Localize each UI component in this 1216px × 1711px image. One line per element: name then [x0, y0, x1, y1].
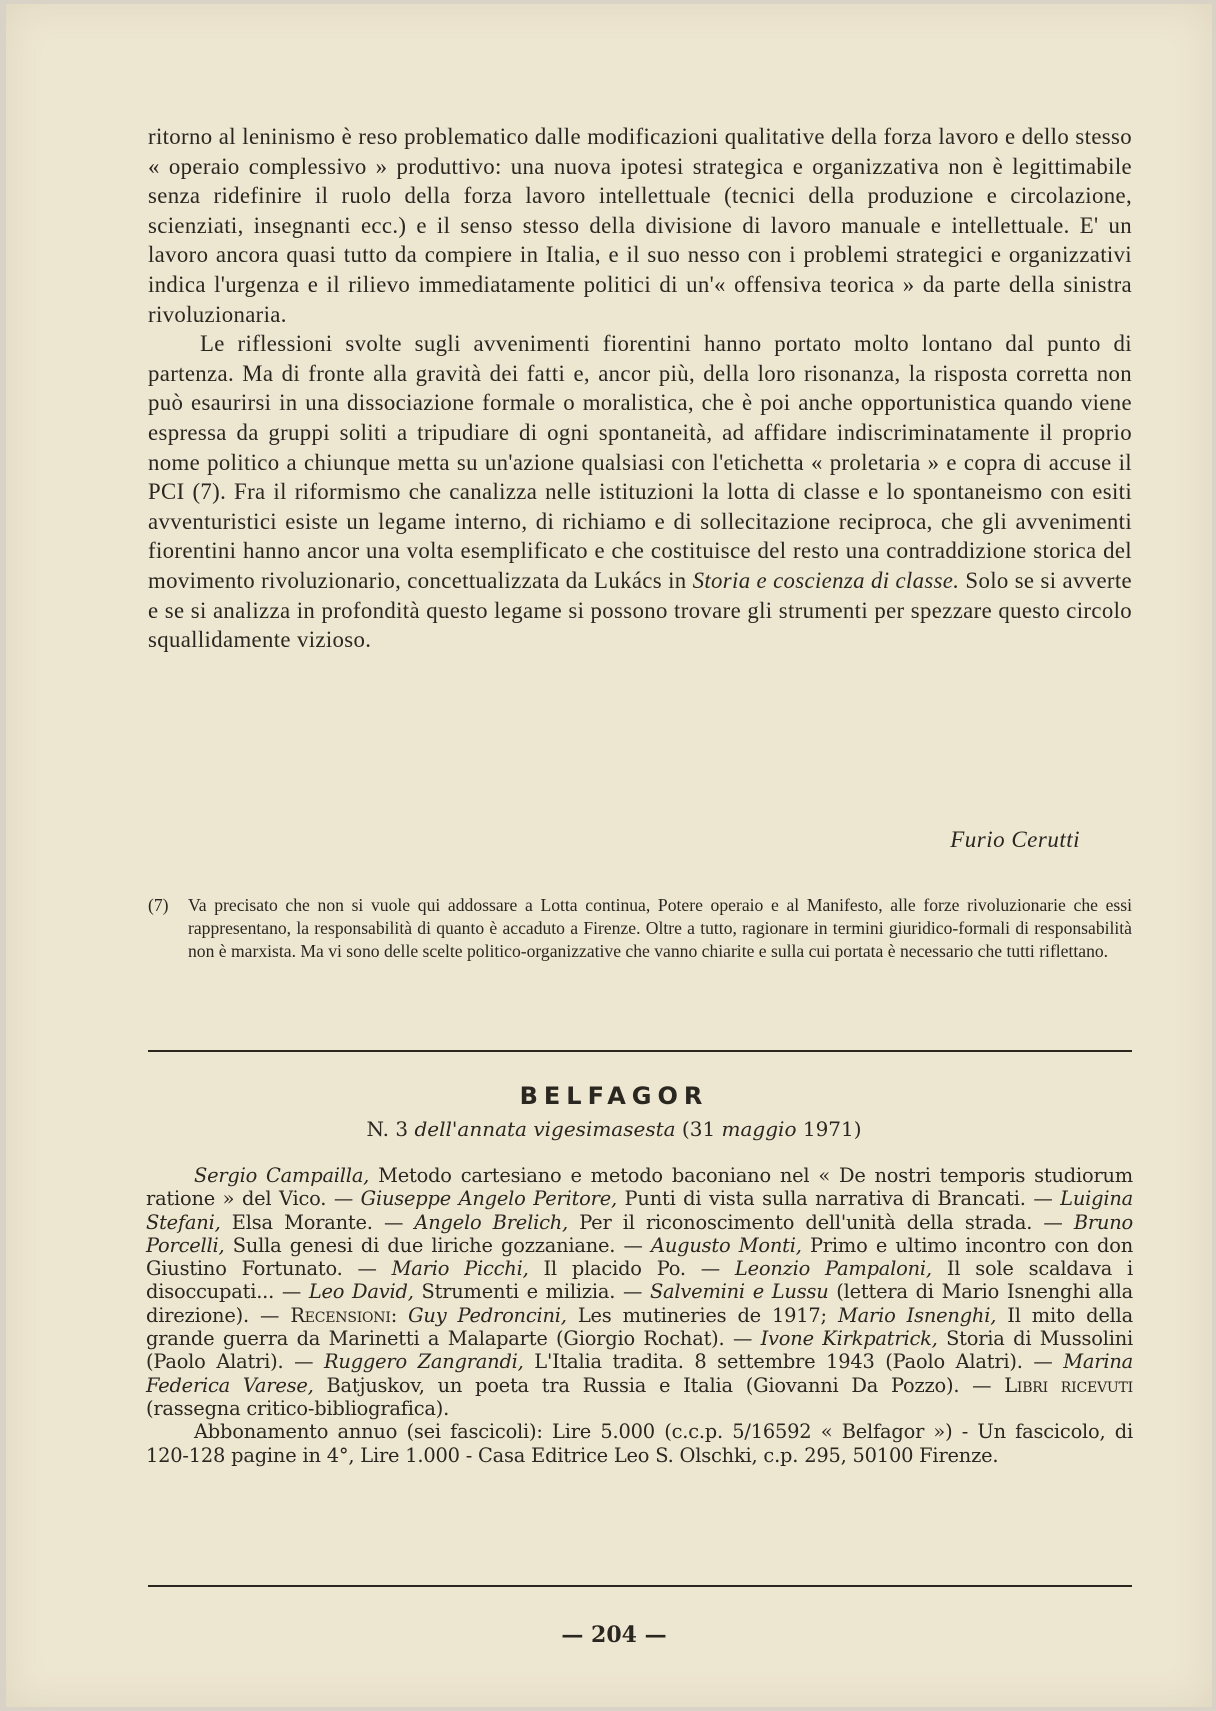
review-author: Marina Federica Varese,	[146, 1350, 1134, 1397]
review-author: Ivone Kirkpatrick,	[760, 1327, 938, 1351]
essay-paragraph-1: ritorno al leninismo è reso problematico dalle modificazioni qualitative della forza lavoro e dello stesso « operaio complessivo » produttivo: una nuova ipotesi strategica e organizzativa non è legittimabile senza ridefinire il ruolo della forza lavoro intellettuale (tecnici della produzione e circolazione, scienziati, insegnanti ecc.) e il senso stesso della divisione di lavoro manuale e intellettuale. E' un lavoro ancora quasi tutto da compiere in Italia, e il suo nesso con i problemi strategici e organizzativi indica l'urgenza e il rilievo immediatamente politici di un'« offensiva teorica » da parte della sinistra rivoluzionaria.	[148, 124, 1132, 327]
review-title: Il mito della grande guerra da Marinetti a Malaparte (Giorgio Rochat). —	[146, 1303, 1133, 1351]
toc-title: Elsa Morante. —	[220, 1210, 415, 1234]
review-title: Storia di Mussolini (Paolo Alatri). —	[146, 1327, 1133, 1374]
toc-author: Giuseppe Angelo Peritore,	[360, 1187, 617, 1211]
libri-ricevuti-note: (rassegna critico-bibliografica).	[146, 1396, 450, 1420]
review-title: Les mutineries de 1917;	[566, 1303, 838, 1327]
essay-paragraph-2-text: Le riflessioni svolte sugli avvenimenti fiorentini hanno portato molto lontano dal punto di partenza. Ma di fronte alla gravità dei fatti e, ancor più, della loro risonanza, la risposta corretta non può esaurirsi in una dissociazione formale o moralistica, che è poi anche opportunistica quando viene espressa da gruppi soliti a tripudiare di ogni spontaneità, ad affidare indiscriminatamente il proprio nome politico a chiunque metta su un'azione qualsiasi con l'etichetta « proletaria » e copra di accuse il PCI (7). Fra il riformismo che canalizza nelle istituzioni la lotta di classe e lo spontaneismo con esiti avventuristici esiste un legame interno, di richiamo e di sollecitazione reciproca, che gli avvenimenti fiorentini hanno ancor una volta esemplificato e che costituisce del resto una contraddizione storica del movimento rivoluzionario, concettualizzata da Lukács in	[148, 331, 1132, 593]
book-title: Storia e coscienza di classe.	[692, 567, 960, 593]
belfagor-subscription: Abbonamento annuo (sei fascicoli): Lire 5.000 (c.c.p. 5/16592 « Belfagor ») - Un fascicolo, di 120-128 pagine in 4°, Lire 1.000 - Casa Editrice Leo S. Olschki, c.p. 295, 50100 Firenze.	[146, 1420, 1133, 1467]
essay-paragraph-2	[148, 329, 1132, 655]
belfagor-title: BELFAGOR	[519, 1082, 709, 1110]
toc-title: (lettera di Mario Isnenghi alla direzione). —	[146, 1280, 1133, 1327]
author-signature: Furio Cerutti	[950, 827, 1080, 852]
issue-date-open: (31	[681, 1117, 716, 1141]
issue-year-label: dell'annata vigesimasesta	[414, 1117, 676, 1141]
recensioni-label: Recensioni:	[290, 1303, 398, 1327]
divider-rule-bottom	[148, 1585, 1132, 1587]
belfagor-contents	[146, 1164, 1133, 1467]
belfagor-table-of-contents	[146, 1164, 1133, 1420]
footnote	[148, 894, 1132, 963]
toc-title: Il placido Po. —	[528, 1257, 735, 1281]
review-author: Mario Isnenghi,	[837, 1303, 997, 1327]
essay-paragraph-2-end: Solo se si avverte e se si analizza in profondità questo legame si possono trovare gli strumenti per spezzare questo circolo squallidamente vizioso.	[148, 567, 1133, 653]
review-title: L'Italia tradita. 8 settembre 1943 (Paolo Alatri). —	[523, 1350, 1064, 1374]
footnote-number: (7)	[148, 895, 169, 915]
review-title: Batjuskov, un poeta tra Russia e Italia (Giovanni Da Pozzo). —	[313, 1373, 1005, 1397]
toc-author: Angelo Brelich,	[414, 1210, 568, 1234]
issue-year: 1971)	[802, 1117, 862, 1141]
issue-number: N. 3	[366, 1117, 409, 1141]
essay-text	[148, 122, 1132, 655]
review-author: Guy Pedroncini,	[397, 1303, 567, 1327]
toc-title: Punti di vista sulla narrativa di Brancati. —	[616, 1187, 1061, 1211]
toc-author: Luigina Stefani,	[146, 1187, 1133, 1234]
footnote-text: Va precisato che non si vuole qui addossare a Lotta continua, Potere operaio e al Manifesto, alle forze rivoluzionarie che essi rappresentano, la responsabilità di quanto è accaduto a Firenze. Oltre a tutto, ragionare in termini giuridico-formali di responsabilità non è marxista. Ma vi sono delle scelte politico-organizzative che vanno chiarite e sulla cui portata è necessario che tutti riflettano.	[188, 895, 1132, 961]
toc-title: Strumenti e milizia. —	[413, 1280, 650, 1304]
toc-author: Leonzio Pampaloni,	[734, 1257, 932, 1281]
toc-title: Il sole scaldava i disoccupati... —	[146, 1257, 1134, 1304]
belfagor-issue	[6, 1117, 1216, 1141]
toc-title: Per il riconoscimento dell'unità della strada. —	[567, 1210, 1074, 1234]
page-number: — 204 —	[561, 1622, 667, 1648]
toc-author: Bruno Porcelli,	[146, 1210, 1133, 1257]
review-author: Ruggero Zangrandi,	[324, 1350, 524, 1374]
toc-author: Mario Picchi,	[391, 1257, 529, 1281]
toc-author: Sergio Campailla,	[194, 1164, 370, 1187]
toc-title: Sulla genesi di due liriche gozzaniane. —	[224, 1233, 652, 1257]
issue-month: maggio	[721, 1117, 797, 1141]
divider-rule	[148, 1050, 1132, 1052]
toc-author: Leo David,	[308, 1280, 414, 1304]
page	[6, 4, 1212, 1707]
toc-title: Metodo cartesiano e metodo baconiano nel « De nostri temporis studiorum ratione » del Vico. —	[146, 1164, 1133, 1211]
toc-author: Augusto Monti,	[651, 1233, 802, 1257]
libri-ricevuti-label: Libri ricevuti	[1004, 1373, 1133, 1397]
toc-author: Salvemini e Lussu	[649, 1280, 829, 1304]
toc-title: Primo e ultimo incontro con don Giustino Fortunato. —	[146, 1233, 1133, 1281]
